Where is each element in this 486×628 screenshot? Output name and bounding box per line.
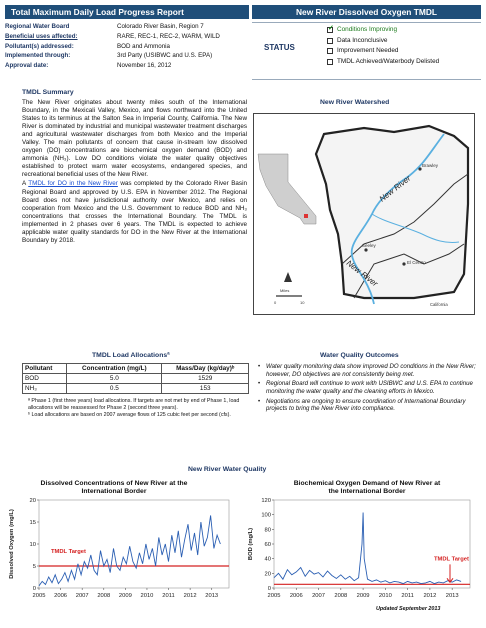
table-cell: 153 [162, 384, 249, 394]
tmdl-title-bar [252, 5, 481, 19]
y-tick-label: 10 [29, 542, 36, 548]
info-table [5, 22, 249, 71]
allocations-title: TMDL Load Allocationsª [92, 352, 170, 359]
map-title: New River Watershed [320, 99, 390, 106]
footnote-b: ᵇ Load allocations are based on 2007 average flows of 125 cubic feet per second (cfs). [28, 412, 231, 419]
y-tick-label: 80 [264, 527, 271, 534]
table-cell: 1529 [162, 374, 249, 384]
plot-area [39, 500, 229, 588]
summary-text [22, 99, 247, 246]
status-item-inconclusive [327, 36, 439, 47]
table-row [23, 384, 249, 394]
y-tick-label: 5 [32, 564, 36, 570]
summary-text-pre: A [22, 180, 29, 188]
x-tick-label: 2008 [334, 593, 348, 599]
y-tick-label: 0 [267, 586, 271, 592]
y-tick-label: 20 [264, 571, 271, 578]
beneficial-uses-link[interactable]: Beneficial uses affected: [5, 32, 78, 40]
info-label: Implemented through: [5, 52, 71, 60]
list-item: • Negotiations are ongoing to ensure coordination of International Boundary projects to bring the New River into compliance. [258, 398, 478, 413]
scale-ten: 10 [300, 300, 305, 305]
outcomes-title: Water Quality Outcomes [320, 352, 399, 359]
river-label-south: New River [344, 258, 380, 289]
checkbox-icon [327, 48, 333, 54]
report-title: Total Maximum Daily Load Progress Report [11, 6, 184, 17]
outcomes-list [258, 363, 478, 415]
status-item-achieved [327, 57, 439, 68]
y-tick-label: 60 [264, 542, 271, 548]
table-header-row [23, 364, 249, 374]
scale-label: Miles [280, 288, 290, 293]
info-label: Pollutant(s) addressed: [5, 42, 74, 50]
tmdl-link[interactable]: TMDL for DO in the New River [28, 180, 118, 188]
seeley-label: Seeley [362, 243, 376, 248]
el-centro-label: El Centro [407, 260, 426, 265]
x-tick-label: 2012 [423, 593, 437, 599]
summary-text-post: was completed by the Colorado River Basin Regional Board and approved by U.S. EPA in November 2012. The Regional Board does not have jurisdictional authority over Mexico, and relies on cooperation from Mexico and the U.S. Government to reduce BOD and NH₃ concentrations that crosses the International Boundary. The TMDL is implemented in 2 phases over 6 years. The TMDL is expected to achieve applicable water quality standards for DO in the New River at the International Boundary by 2018. [22, 180, 247, 244]
x-tick-label: 2006 [54, 593, 68, 599]
checkbox-icon [327, 38, 333, 44]
x-tick-label: 2006 [289, 593, 303, 599]
info-row-approval [5, 61, 249, 71]
info-row-implemented [5, 51, 249, 61]
charts-title: New River Water Quality [188, 466, 267, 473]
y-axis-label: BOD (mg/L) [248, 527, 254, 561]
x-tick-label: 2011 [162, 593, 175, 599]
info-value: 3rd Party (USIBWC and U.S. EPA) [117, 52, 213, 60]
status-title: STATUS [264, 43, 295, 52]
brawley-label: Brawley [422, 163, 439, 168]
x-tick-label: 2012 [183, 593, 197, 599]
x-tick-label: 2005 [267, 593, 281, 599]
info-row-board [5, 22, 249, 32]
x-tick-label: 2007 [312, 593, 325, 599]
x-tick-label: 2013 [205, 593, 219, 599]
info-value: BOD and Ammonia [117, 42, 170, 50]
status-label: TMDL Achieved/Waterbody Delisted [337, 57, 440, 65]
summary-paragraph-2 [22, 180, 247, 244]
do-chart-svg [5, 478, 240, 604]
california-label: California [430, 302, 448, 307]
status-list [327, 25, 439, 67]
tmdl-title: New River Dissolved Oxygen TMDL [295, 6, 438, 17]
summary-paragraph-1: The New River originates about twenty miles south of the International Boundary, in the Mexicali Valley, Mexico, and flows northward into the United States to its terminus at the Salton Sea in Imperial County, California. The New River is dominated by industrial and municipal wastewater treatment discharges and agricultural wastewater discharges from both Mexico and the Imperial Valley. The main pollutants of concern that cause in-stream low dissolved oxygen (DO) concentrations are biochemical oxygen demand (BOD) and ammonia (NH₃). Low DO conditions violate the water quality objectives established to protect warm water ecosystems, endangered species, and recreational beneficial uses of the New River. [22, 99, 247, 179]
y-axis-label: Dissolved Oxygen (mg/L) [9, 509, 15, 579]
updated-date: Updated September 2013 [376, 606, 441, 612]
watershed-map-svg [254, 114, 474, 314]
x-tick-label: 2007 [75, 593, 89, 599]
status-label: Improvement Needed [337, 47, 399, 55]
column-header: Concentration (mg/L) [67, 364, 162, 374]
y-tick-label: 40 [264, 556, 271, 563]
x-tick-label: 2011 [401, 593, 414, 599]
list-item: • Water quality monitoring data show improved DO conditions in the New River; however, DO objectives are not consistently being met. [258, 363, 478, 378]
footnote-a: ª Phase 1 (first three years) load allocations. If targets are not met by end of Phase 1, load allocations will be reassessed for Phase 2 (second three years). [28, 398, 240, 411]
y-tick-label: 120 [261, 498, 271, 504]
north-arrow-icon [284, 272, 292, 282]
x-tick-label: 2013 [445, 593, 459, 599]
report-title-bar [5, 5, 249, 19]
bod-chart-svg [244, 478, 481, 604]
target-label: TMDL Target [434, 556, 469, 563]
column-header: Mass/Day (kg/day)ᵇ [162, 364, 249, 374]
x-tick-label: 2009 [118, 593, 132, 599]
table-cell: 0.5 [67, 384, 162, 394]
do-chart [5, 478, 240, 604]
table-cell: BOD [23, 374, 67, 384]
do-chart-title: Dissolved Concentrations of New River at the International Border [40, 480, 188, 496]
x-tick-label: 2010 [378, 593, 392, 599]
status-label: Conditions Improving [337, 26, 398, 34]
info-row-uses [5, 32, 249, 42]
y-tick-label: 15 [29, 520, 36, 526]
info-label: Approval date: [5, 62, 49, 70]
status-item-improvement-needed [327, 46, 439, 57]
checkbox-icon [327, 59, 333, 65]
checkbox-checked-icon [327, 27, 333, 33]
scale-zero: 0 [274, 300, 277, 305]
table-cell: 5.0 [67, 374, 162, 384]
allocation-footnotes [28, 398, 248, 420]
x-tick-label: 2008 [97, 593, 111, 599]
allocations-table [22, 363, 249, 394]
california-inset [258, 154, 316, 224]
river-label-north: New River [377, 173, 413, 204]
watershed-boundary [316, 126, 468, 298]
y-tick-label: 20 [29, 498, 36, 504]
table-cell: NH₃ [23, 384, 67, 394]
info-value: November 16, 2012 [117, 62, 172, 70]
table-row [23, 374, 249, 384]
bod-chart-title: Biochemical Oxygen Demand of New River at the International Border [293, 480, 441, 496]
status-panel [252, 22, 481, 80]
x-tick-label: 2010 [140, 593, 154, 599]
info-row-pollutants [5, 42, 249, 52]
target-label: TMDL Target [51, 549, 86, 555]
plot-area [274, 500, 470, 588]
y-tick-label: 100 [261, 512, 271, 519]
bod-chart [244, 478, 481, 604]
x-tick-label: 2009 [356, 593, 370, 599]
y-tick-label: 0 [32, 586, 36, 592]
status-item-improving [327, 25, 439, 36]
summary-title: TMDL Summary [22, 89, 74, 96]
list-item: • Regional Board will continue to work with USIBWC and U.S. EPA to continue monitoring the water quality and the cleaning efforts in Mexico. [258, 380, 478, 395]
watershed-map [253, 113, 475, 315]
x-tick-label: 2005 [32, 593, 46, 599]
info-label: Regional Water Board [5, 23, 70, 31]
status-label: Data Inconclusive [337, 36, 388, 44]
column-header: Pollutant [23, 364, 67, 374]
info-value: RARE, REC-1, REC-2, WARM, WILD [117, 32, 220, 40]
info-value: Colorado River Basin, Region 7 [117, 23, 204, 31]
